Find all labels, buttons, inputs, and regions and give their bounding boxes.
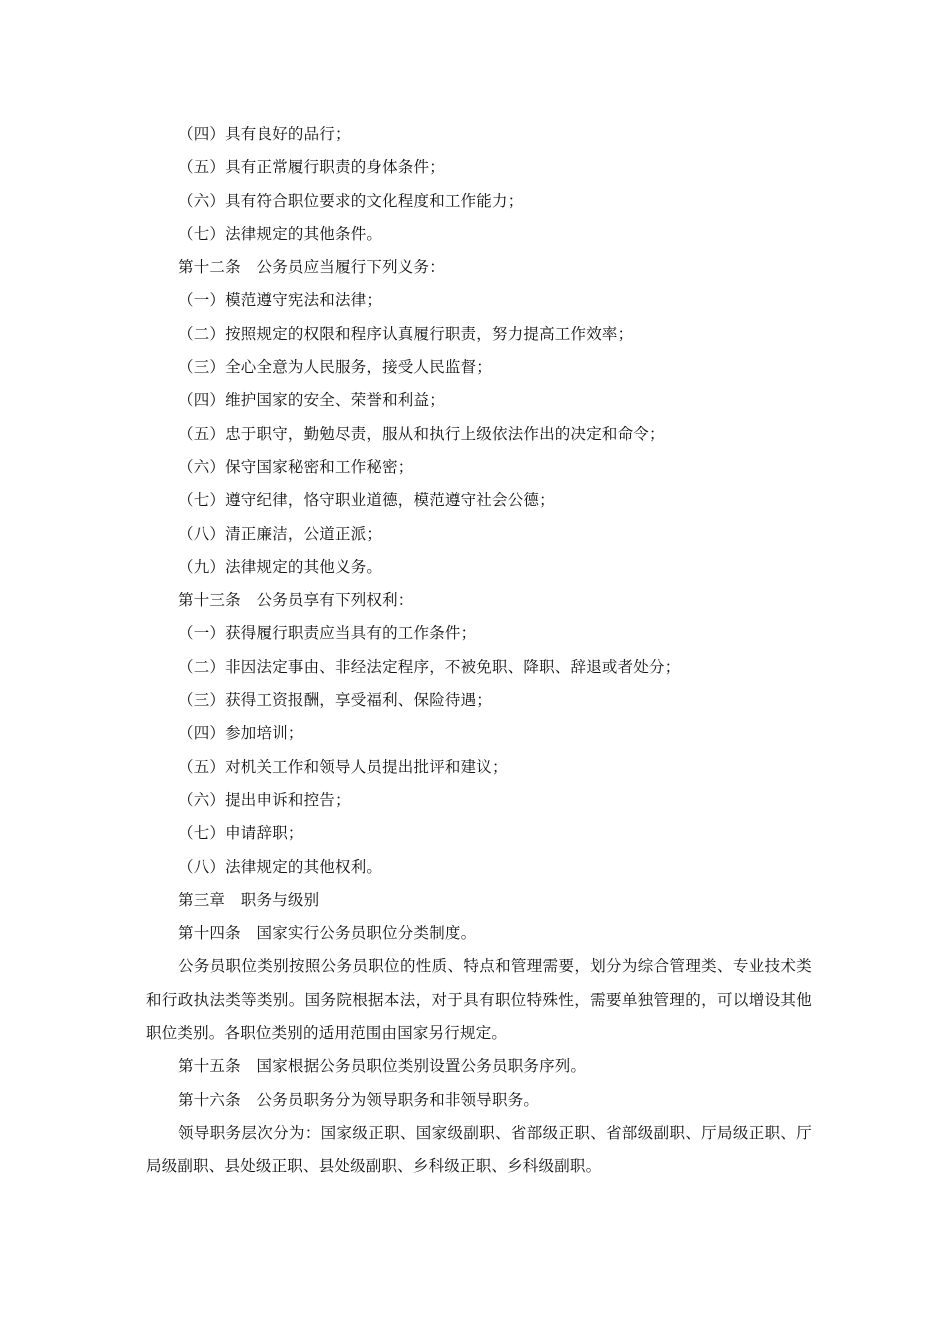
document-body: [146, 118, 812, 1184]
paragraph: （七）法律规定的其他条件。: [178, 224, 383, 243]
paragraph: （一）获得履行职责应当具有的工作条件；: [178, 624, 477, 643]
paragraph: 公务员职位类别按照公务员职位的性质、特点和管理需要，划分为综合管理类、专业技术类和行政执法类等类别。国务院根据本法，对于具有职位特殊性，需要单独管理的，可以增设其他职位类别。各职位类别的适用范围由国家另行规定。: [146, 957, 812, 1043]
paragraph: （七）申请辞职；: [178, 824, 304, 843]
paragraph: （六）具有符合职位要求的文化程度和工作能力；: [178, 191, 524, 210]
article-heading: 第十五条 国家根据公务员职位类别设置公务员职务序列。: [178, 1057, 587, 1076]
article-heading: 第十六条 公务员职务分为领导职务和非领导职务。: [178, 1090, 540, 1109]
paragraph: （二）非因法定事由、非经法定程序，不被免职、降职、辞退或者处分；: [178, 657, 681, 676]
paragraph: （五）忠于职守，勤勉尽责，服从和执行上级依法作出的决定和命令；: [178, 424, 665, 443]
paragraph: （八）法律规定的其他权利。: [178, 857, 383, 876]
paragraph: （四）具有良好的品行；: [178, 125, 351, 143]
paragraph: （一）模范遵守宪法和法律；: [178, 291, 383, 310]
paragraph: （四）维护国家的安全、荣誉和利益；: [178, 391, 445, 410]
paragraph: （四）参加培训；: [178, 724, 304, 743]
paragraph: 领导职务层次分为：国家级正职、国家级副职、省部级正职、省部级副职、厅局级正职、厅局级副职、县处级正职、县处级副职、乡科级正职、乡科级副职。: [146, 1123, 812, 1176]
paragraph: （六）提出申诉和控告；: [178, 790, 351, 809]
article-heading: 第十三条 公务员享有下列权利：: [178, 591, 414, 610]
chapter-heading: 第三章 职务与级别: [178, 890, 320, 909]
paragraph: （二）按照规定的权限和程序认真履行职责，努力提高工作效率；: [178, 324, 634, 343]
paragraph: （八）清正廉洁，公道正派；: [178, 524, 383, 543]
paragraph: （九）法律规定的其他义务。: [178, 557, 383, 576]
paragraph: （六）保守国家秘密和工作秘密；: [178, 457, 414, 476]
paragraph: （五）对机关工作和领导人员提出批评和建议；: [178, 757, 508, 776]
article-heading: 第十二条 公务员应当履行下列义务：: [178, 258, 445, 277]
paragraph: （三）全心全意为人民服务，接受人民监督；: [178, 358, 493, 377]
paragraph: （三）获得工资报酬，享受福利、保险待遇；: [178, 691, 493, 710]
paragraph: （五）具有正常履行职责的身体条件；: [178, 158, 445, 177]
paragraph: （七）遵守纪律，恪守职业道德，模范遵守社会公德；: [178, 491, 555, 510]
article-heading: 第十四条 国家实行公务员职位分类制度。: [178, 924, 477, 943]
